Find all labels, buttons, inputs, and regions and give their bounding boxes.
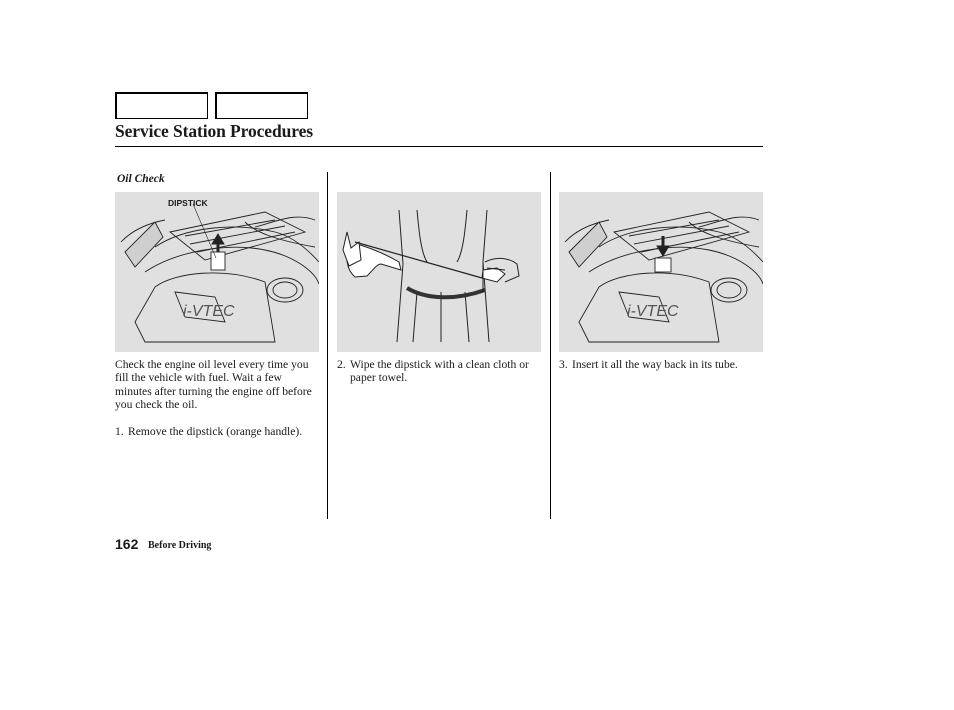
page-number: 162 <box>115 536 139 552</box>
column-divider-2 <box>550 172 551 519</box>
step-3-text: Insert it all the way back in its tube. <box>572 358 738 371</box>
wipe-dipstick-illustration <box>337 192 541 352</box>
step-3-number: 3. <box>559 358 568 371</box>
intro-paragraph: Check the engine oil level every time you fill the vehicle with fuel. Wait a few minutes after turning the engine off before you check the oil. <box>115 358 312 412</box>
engine-dipstick-remove-illustration <box>115 192 319 352</box>
step-2-text: Wipe the dipstick with a clean cloth or paper towel. <box>350 358 529 385</box>
step-1 <box>115 425 321 438</box>
step-1-text: Remove the dipstick (orange handle). <box>128 425 303 438</box>
step-2-number: 2. <box>337 358 346 371</box>
nav-tab-box-1[interactable] <box>115 92 208 119</box>
section-name: Before Driving <box>148 540 212 551</box>
step-1-number: 1. <box>115 425 124 438</box>
svg-text:i-VTEC: i-VTEC <box>627 303 679 320</box>
svg-text:i-VTEC: i-VTEC <box>183 303 235 320</box>
dipstick-callout-label: DIPSTICK <box>168 198 208 208</box>
engine-dipstick-insert-illustration <box>559 192 763 352</box>
figure-subhead: Oil Check <box>117 173 165 185</box>
column-divider-1 <box>327 172 328 519</box>
title-divider <box>115 146 763 147</box>
step-2 <box>337 358 543 385</box>
step-3 <box>559 358 771 371</box>
page-title: Service Station Procedures <box>115 121 313 141</box>
nav-tab-box-2[interactable] <box>215 92 308 119</box>
